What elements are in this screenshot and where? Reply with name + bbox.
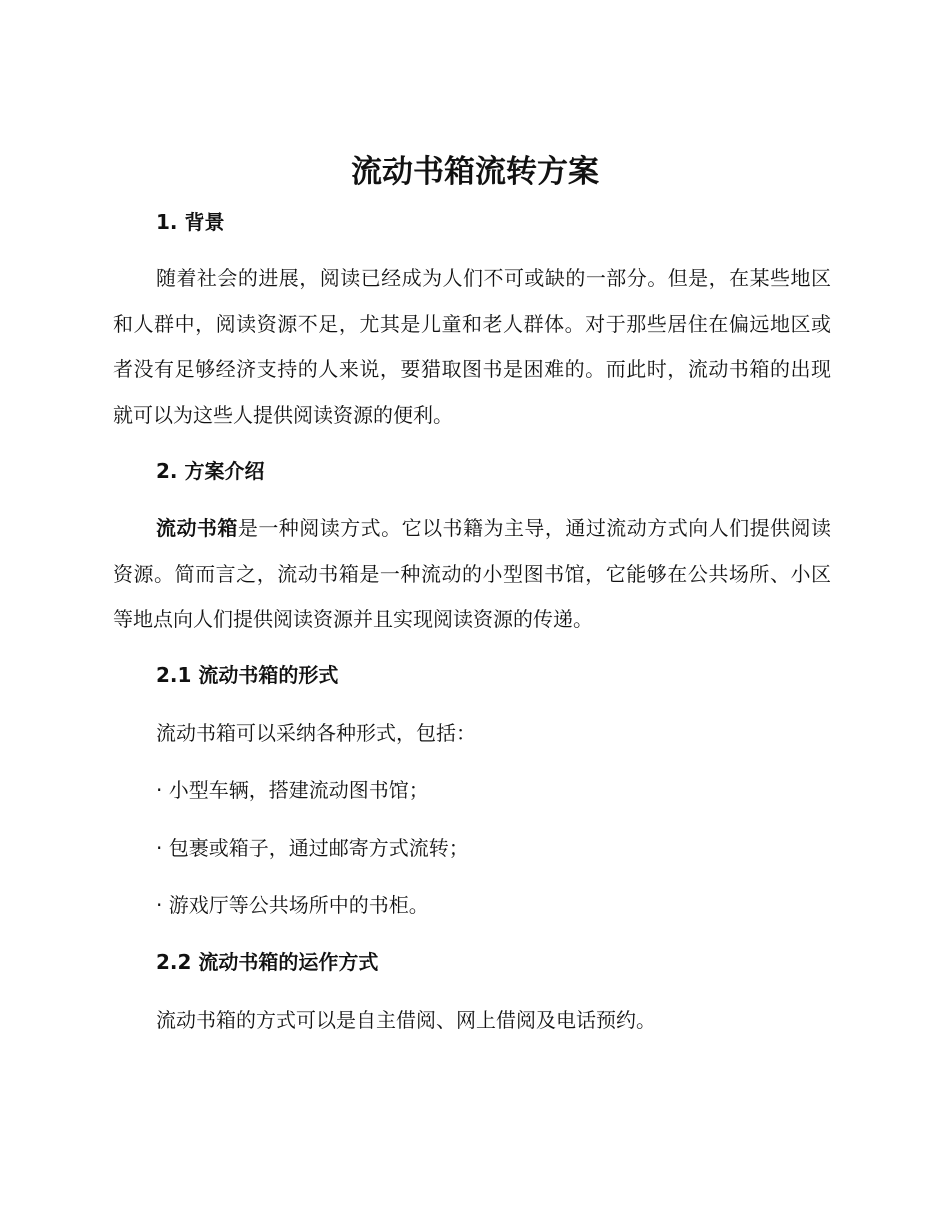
forms-list-item: · 包裹或箱子，通过邮寄方式流转； — [156, 836, 469, 860]
plan-intro-text: 是一种阅读方式。它以书籍为主导，通过流动方式向人们提供阅读资源。简而言之，流动书箱是一种流动的小型图书馆，它能够在公共场所、小区等地点向人们提供阅读资源并且实现阅读资源的传递。 — [113, 516, 831, 631]
forms-intro: 流动书箱可以采纳各种形式，包括： — [156, 721, 476, 745]
forms-list-item: · 游戏厅等公共场所中的书柜。 — [156, 893, 429, 917]
section-heading-plan-intro: 2. 方案介绍 — [156, 459, 265, 483]
bold-term: 流动书箱 — [156, 516, 238, 540]
section-heading-forms: 2.1 流动书箱的形式 — [156, 663, 339, 687]
forms-list-item: · 小型车辆，搭建流动图书馆； — [156, 778, 429, 802]
plan-intro-paragraph — [113, 506, 831, 643]
operation-paragraph: 流动书箱的方式可以是自主借阅、网上借阅及电话预约。 — [156, 1008, 656, 1032]
section-heading-background: 1. 背景 — [156, 210, 225, 234]
section-heading-operation: 2.2 流动书箱的运作方式 — [156, 950, 379, 974]
document-title: 流动书箱流转方案 — [351, 154, 599, 190]
background-paragraph: 随着社会的进展，阅读已经成为人们不可或缺的一部分。但是，在某些地区和人群中，阅读资源不足，尤其是儿童和老人群体。对于那些居住在偏远地区或者没有足够经济支持的人来说，要猎取图书是困难的。而此时，流动书箱的出现就可以为这些人提供阅读资源的便利。 — [113, 266, 831, 427]
